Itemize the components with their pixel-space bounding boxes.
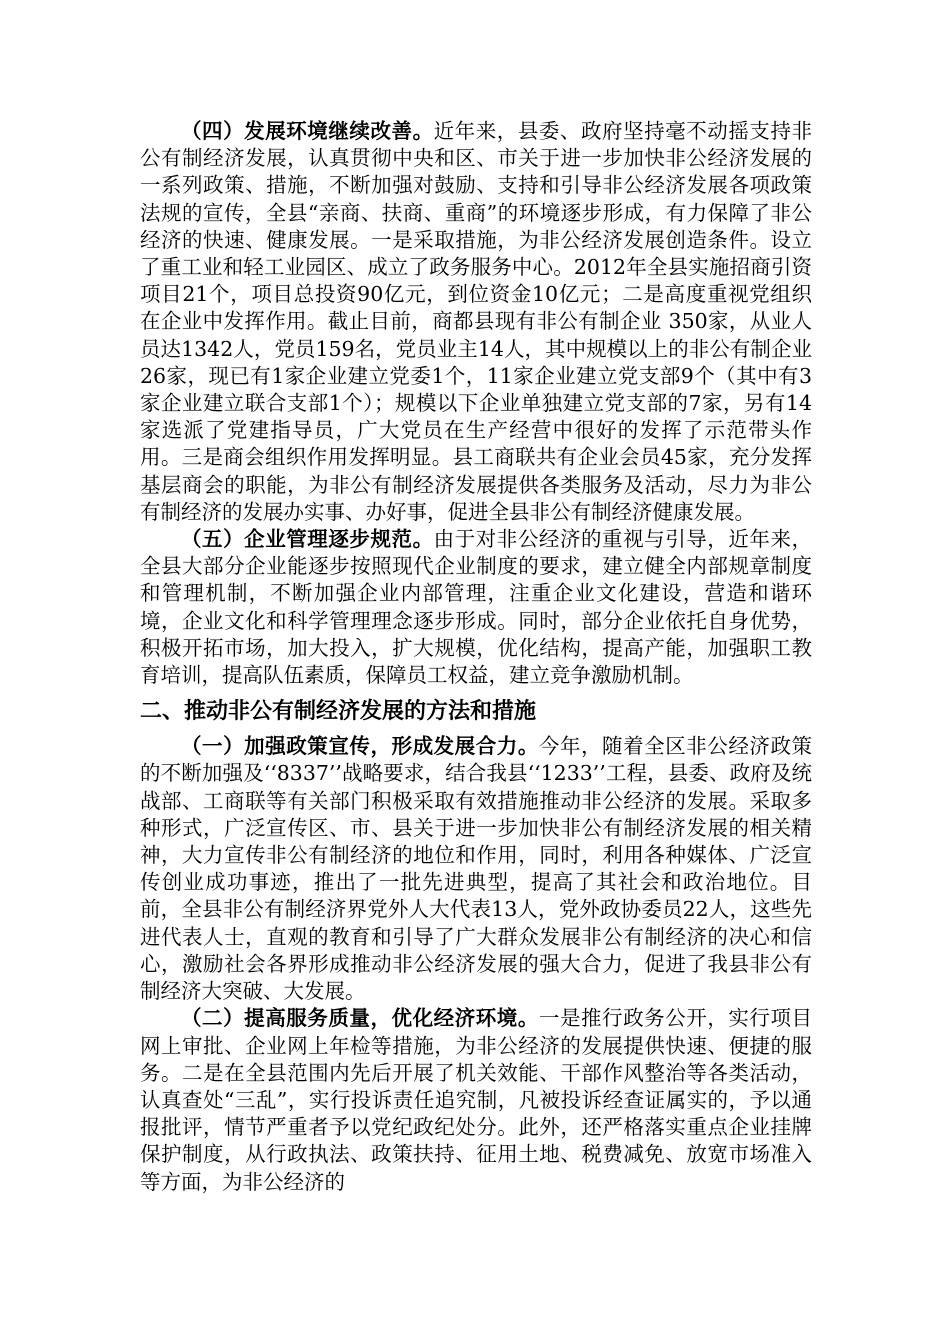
paragraph-lead: （二）提高服务质量，优化经济环境。 bbox=[181, 1006, 539, 1031]
paragraph-management bbox=[140, 526, 812, 689]
paragraph-body: 一是推行政务公开，实行项目网上审批、企业网上年检等措施，为非公经济的发展提供快速、便捷的服务。二是在全县范围内先后开展了机关效能、干部作风整治等各类活动，认真查处“三乱”，实行投诉责任追究制，凡被投诉经查证属实的，予以通报批评，情节严重者予以党纪政纪处分。此外，还严格落实重点企业挂牌保护制度，从行政执法、政策扶持、征用土地、税费减免、放宽市场准入等方面，为非公经济的 bbox=[140, 1006, 813, 1194]
paragraph-lead: （一）加强政策宣传，形成发展合力。 bbox=[181, 734, 539, 759]
paragraph-lead: （四）发展环境继续改善。 bbox=[181, 119, 434, 143]
paragraph-service-quality bbox=[140, 1005, 812, 1195]
paragraph-policy-publicity bbox=[140, 733, 812, 1005]
paragraph-body: 近年来，县委、政府坚持毫不动摇支持非公有制经济发展，认真贯彻中央和区、市关于进一步加快非公经济发展的一系列政策、措施，不断加强对鼓励、支持和引导非公经济发展各项政策法规的宣传，全县“亲商、扶商、重商”的环境逐步形成，有力保障了非公经济的快速、健康发展。一是采取措施，为非公经济发展创造条件。设立了重工业和轻工业园区、成立了政务服务中心。2012年全县实施招商引资项目21个，项目总投资90亿元，到位资金10亿元；二是高度重视党组织在企业中发挥作用。截止目前，商都县现有非公有制企业 350家，从业人员达1342人，党员159名，党员业主14人，其中规模以上的非公有制企业26家，现已有1家企业建立党委1个，11家企业建立党支部9个（其中有3家企业建立联合支部1个）；规模以下企业单独建立党支部的7家，另有14家选派了党建指导员，广大党员在生产经营中很好的发挥了示范带头作用。三是商会组织作用发挥明显。县工商联共有企业会员45家，充分发挥基层商会的职能，为非公有制经济发展提供各类服务及活动，尽力为非公有制经济的发展办实事、办好事，促进全县非公有制经济健康发展。 bbox=[140, 119, 813, 524]
paragraph-body: 由于对非公经济的重视与引导，近年来，全县大部分企业能逐步按照现代企业制度的要求，建立健全内部规章制度和管理机制，不断加强企业内部管理，注重企业文化建设，营造和谐环境，企业文化和科学管理理念逐步形成。同时，部分企业依托自身优势，积极开拓市场，加大投入，扩大规模，优化结构，提高产能，加强职工教育培训，提高队伍素质，保障员工权益，建立竞争激励机制。 bbox=[140, 527, 813, 688]
paragraph-environment bbox=[140, 118, 812, 526]
document-page bbox=[140, 118, 812, 1196]
section-heading: 二、推动非公有制经济发展的方法和措施 bbox=[140, 699, 537, 725]
paragraph-body: 今年，随着全区非公经济政策的不断加强及‘‘8337’’战略要求，结合我县‘‘1233’’工程，县委、政府及统战部、工商联等有关部门积极采取有效措施推动非公经济的发展。采取多种形式，广泛宣传区、市、县关于进一步加快非公有制经济发展的相关精神，大力宣传非公有制经济的地位和作用，同时，利用各种媒体、广泛宣传创业成功事迹，推出了一批先进典型，提高了其社会和政治地位。目前，全县非公有制经济界党外人大代表13人，党外政协委员22人，这些先进代表人士，直观的教育和引导了广大群众发展非公有制经济的决心和信心，激励社会各界形成推动非公经济发展的强大合力，促进了我县非公有制经济大突破、大发展。 bbox=[140, 734, 813, 1004]
paragraph-lead: （五）企业管理逐步规范。 bbox=[181, 527, 434, 552]
